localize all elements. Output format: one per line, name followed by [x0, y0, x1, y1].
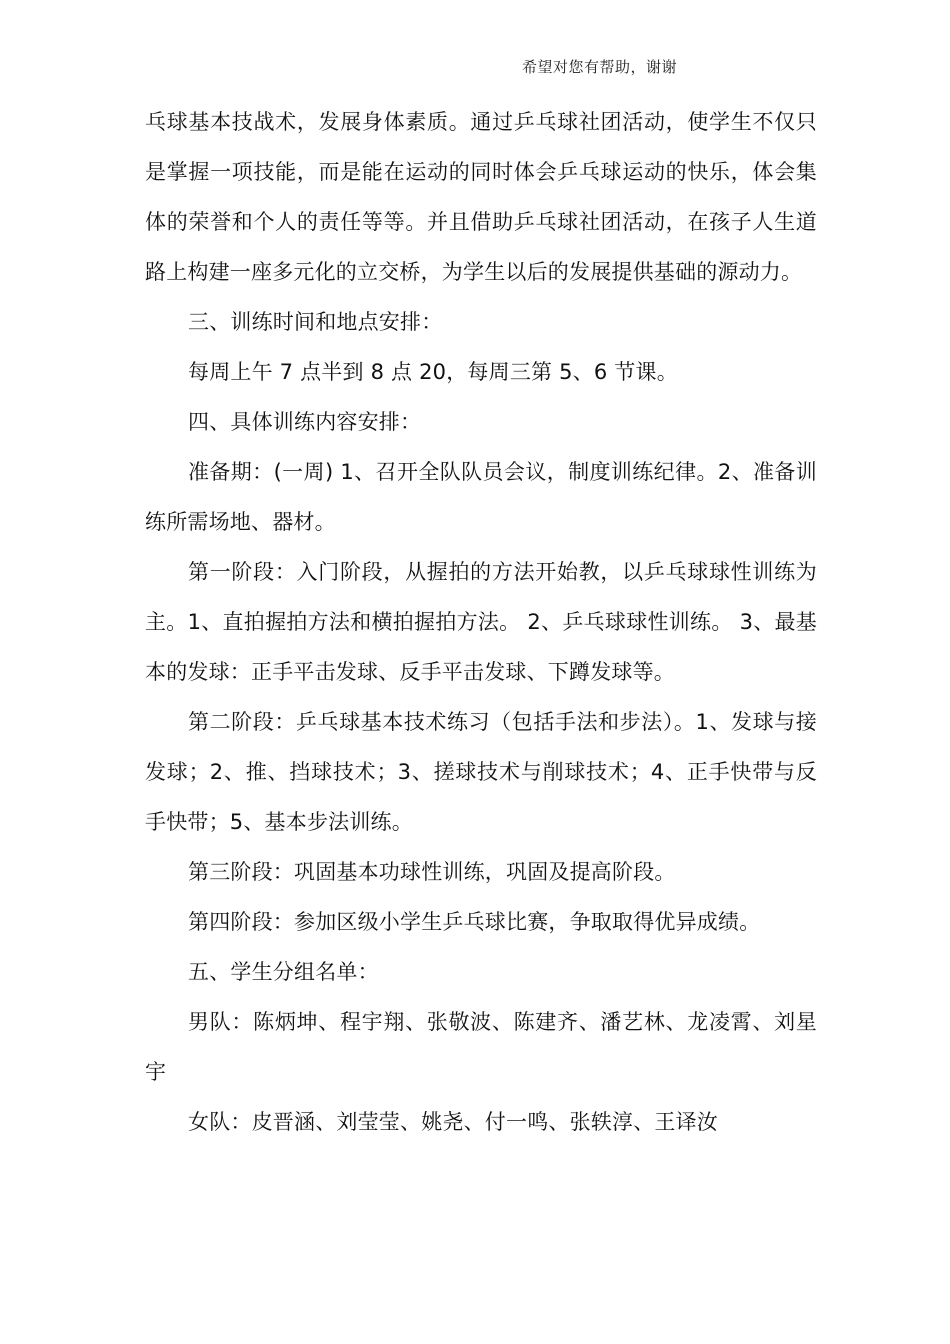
paragraph-preparation: 准备期：(一周) 1、召开全队队员会议，制度训练纪律。2、准备训练所需场地、器材。: [145, 460, 817, 534]
page-header: 希望对您有帮助，谢谢: [522, 58, 678, 76]
paragraph-stage-two: 第二阶段：乒乓球基本技术练习（包括手法和步法）。1、发球与接发球；2、推、挡球技术；3、搓球技术与削球技术；4、正手快带与反手快带；5、基本步法训练。: [145, 710, 817, 834]
paragraph-continuation: 乓球基本技战术，发展身体素质。通过乒乓球社团活动，使学生不仅只是掌握一项技能，而是能在运动的同时体会乒乓球运动的快乐，体会集体的荣誉和个人的责任等等。并且借助乒乓球社团活动，在孩子人生道路上构建一座多元化的立交桥，为学生以后的发展提供基础的源动力。: [145, 110, 817, 284]
paragraph-girls-team: 女队：皮晋涵、刘莹莹、姚尧、付一鸣、张轶淳、王译汝: [188, 1110, 718, 1134]
paragraph-boys-team: 男队：陈炳坤、程宇翔、张敬波、陈建齐、潘艺林、龙凌霄、刘星宇: [145, 1010, 817, 1084]
section-heading-content: 四、具体训练内容安排：: [188, 410, 422, 434]
section-heading-groups: 五、学生分组名单：: [188, 960, 379, 984]
paragraph-stage-three: 第三阶段：巩固基本功球性训练，巩固及提高阶段。: [188, 860, 676, 884]
paragraph-stage-one: 第一阶段：入门阶段，从握拍的方法开始教，以乒乓球球性训练为主。1、直拍握拍方法和横拍握拍方法。 2、乒乓球球性训练。 3、最基本的发球：正手平击发球、反手平击发球、下蹲发球等。: [145, 560, 817, 684]
section-heading-schedule: 三、训练时间和地点安排：: [188, 310, 443, 334]
document-body: [145, 97, 817, 1147]
paragraph-schedule: 每周上午 7 点半到 8 点 20，每周三第 5、6 节课。: [188, 360, 678, 384]
paragraph-stage-four: 第四阶段：参加区级小学生乒乓球比赛，争取取得优异成绩。: [188, 910, 761, 934]
